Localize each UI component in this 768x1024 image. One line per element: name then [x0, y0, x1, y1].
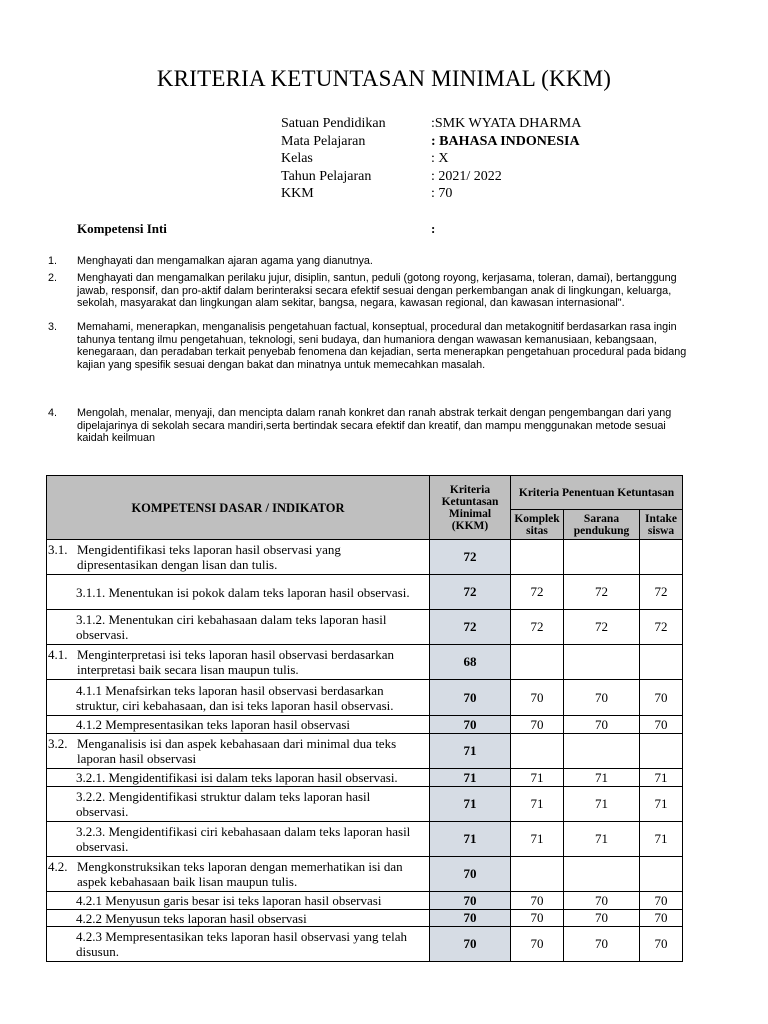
kd-code: 4.1.	[48, 647, 68, 662]
kompleksitas-value	[511, 734, 564, 769]
intake-value: 70	[640, 910, 683, 927]
table-row	[47, 575, 683, 610]
sarana-value: 71	[564, 787, 640, 822]
ki-number: 2.	[48, 272, 58, 284]
kd-cell	[47, 610, 430, 645]
kd-code: 3.1.	[48, 542, 68, 557]
page-title: KRITERIA KETUNTASAN MINIMAL (KKM)	[156, 66, 612, 91]
kkm-table	[46, 475, 683, 962]
kd-cell	[47, 540, 430, 575]
kompleksitas-value: 71	[511, 769, 564, 787]
info-label: Satuan Pendidikan	[281, 116, 386, 131]
intake-value: 71	[640, 787, 683, 822]
sarana-value	[564, 734, 640, 769]
ki-item-1	[48, 255, 688, 268]
intake-value	[640, 540, 683, 575]
info-row-kkm	[281, 185, 581, 203]
kompleksitas-value	[511, 540, 564, 575]
intake-value: 70	[640, 680, 683, 716]
intake-value	[640, 645, 683, 680]
ki-item-4	[48, 407, 688, 445]
intake-value: 70	[640, 892, 683, 910]
kd-text: Menginterpretasi isi teks laporan hasil observasi berdasarkan interpretasi baik secara lisan maupun tulis.	[77, 647, 394, 677]
header-kompleksitas: Komplek sitas	[511, 510, 564, 540]
ki-number: 4.	[48, 407, 58, 419]
sarana-value	[564, 857, 640, 892]
kd-text: 3.1.2. Menentukan ciri kebahasaan dalam teks laporan hasil observasi.	[76, 612, 387, 642]
table-row	[47, 787, 683, 822]
ki-text: Memahami, menerapkan, menganalisis pengetahuan factual, konseptual, procedural dan metakognitif berdasarkan rasa ingin tahunya tentang ilmu pengetahuan, teknologi, seni budaya, dan humaniora dengan wawasan kemanusiaan, kebangsaan, kenegaraan, dan peradaban terkait penyebab fenomena dan kejadian, serta menerapkan pengetahuan procedural pada bidang kajian yang spesifik sesuai dengan bakat dan minatnya untuk memecahkan masalah.	[77, 321, 687, 371]
kompleksitas-value: 71	[511, 822, 564, 857]
table-row	[47, 769, 683, 787]
ki-text: Mengolah, menalar, menyaji, dan mencipta dalam ranah konkret dan ranah abstrak terkait dengan pengembangan dari yang dipelajarinya di sekolah secara mandiri,serta bertindak secara efektif dan kreatif, dan mampu menggunakan metode sesuai kaidah keilmuan	[77, 407, 672, 445]
sarana-value: 72	[564, 575, 640, 610]
kd-text: 3.1.1. Menentukan isi pokok dalam teks laporan hasil observasi.	[76, 584, 410, 600]
ki-number: 3.	[48, 321, 58, 333]
intake-value: 72	[640, 575, 683, 610]
intake-value	[640, 734, 683, 769]
kd-cell	[47, 575, 430, 610]
kkm-value: 72	[430, 610, 511, 645]
table-row	[47, 680, 683, 716]
kompleksitas-value: 71	[511, 787, 564, 822]
kkm-value: 71	[430, 822, 511, 857]
table-row	[47, 610, 683, 645]
kd-text: 3.2.1. Mengidentifikasi isi dalam teks laporan hasil observasi.	[76, 770, 398, 785]
kd-cell	[47, 857, 430, 892]
ki-item-2	[48, 272, 688, 310]
kd-cell	[47, 927, 430, 962]
intake-value: 70	[640, 927, 683, 962]
table-row	[47, 927, 683, 962]
sarana-value	[564, 645, 640, 680]
sarana-value: 70	[564, 927, 640, 962]
ki-number: 1.	[48, 255, 58, 267]
sarana-value: 70	[564, 680, 640, 716]
kd-cell	[47, 910, 430, 927]
info-value: :SMK WYATA DHARMA	[431, 116, 582, 131]
kd-text: 4.2.2 Menyusun teks laporan hasil observasi	[76, 910, 307, 926]
table-row	[47, 540, 683, 575]
table-row	[47, 645, 683, 680]
header-kkm: Kriteria Ketuntasan Minimal (KKM)	[430, 476, 511, 540]
kkm-value: 70	[430, 680, 511, 716]
kompetensi-inti-colon: :	[431, 221, 436, 236]
kompleksitas-value: 70	[511, 927, 564, 962]
kompleksitas-value	[511, 857, 564, 892]
info-row-class	[281, 150, 581, 168]
table-row	[47, 822, 683, 857]
kkm-value: 71	[430, 787, 511, 822]
kd-text: Mengkonstruksikan teks laporan dengan memerhatikan isi dan aspek kebahasaan baik lisan maupun tulis.	[77, 859, 403, 889]
kd-text: 4.1.1 Menafsirkan teks laporan hasil observasi berdasarkan struktur, ciri kebahasaan, dan isi teks laporan hasil observasi.	[76, 682, 394, 713]
table-row	[47, 857, 683, 892]
kkm-value: 68	[430, 645, 511, 680]
ki-text: Menghayati dan mengamalkan ajaran agama yang dianutnya.	[77, 255, 373, 267]
sarana-value: 71	[564, 769, 640, 787]
info-label: Tahun Pelajaran	[281, 168, 372, 184]
kompleksitas-value: 70	[511, 892, 564, 910]
header-intake-siswa: Intake siswa	[640, 510, 683, 540]
kd-text: 4.2.1 Menyusun garis besar isi teks laporan hasil observasi	[76, 893, 382, 908]
intake-value	[640, 857, 683, 892]
kd-code: 4.2.	[48, 859, 68, 874]
kd-text: 4.1.2 Mempresentasikan teks laporan hasil observasi	[76, 717, 351, 732]
info-value: : 70	[431, 186, 453, 202]
info-row-school	[281, 115, 581, 133]
header-sarana-pendukung: Sarana pendukung	[564, 510, 640, 540]
table-row	[47, 734, 683, 769]
info-value: : BAHASA INDONESIA	[431, 133, 580, 149]
kd-cell	[47, 645, 430, 680]
ki-text: Menghayati dan mengamalkan perilaku jujur, disiplin, santun, peduli (gotong royong, kerjasama, toleran, damai), bertanggung jawab, responsif, dan pro-aktif dalam berinteraksi secara efektif sesuai dengan perkembangan anak di lingkungan, keluarga, sekolah, masyarakat dan lingkungan alam sekitar, bangsa, negara, kawasan regional, dan kawasan internasional".	[77, 272, 677, 310]
header-kriteria-penentuan: Kriteria Penentuan Ketuntasan	[511, 476, 683, 510]
kompetensi-inti-heading	[77, 221, 437, 237]
kkm-value: 70	[430, 716, 511, 734]
kompleksitas-value	[511, 645, 564, 680]
info-row-year	[281, 168, 581, 186]
kd-cell	[47, 822, 430, 857]
kkm-value: 70	[430, 857, 511, 892]
kd-cell	[47, 734, 430, 769]
info-row-subject	[281, 133, 581, 151]
sarana-value: 72	[564, 610, 640, 645]
kd-cell	[47, 680, 430, 716]
ki-item-3	[48, 321, 688, 371]
kd-code: 3.2.	[48, 736, 68, 751]
sarana-value: 71	[564, 822, 640, 857]
kompetensi-inti-title: Kompetensi Inti	[77, 221, 167, 236]
info-label: Mata Pelajaran	[281, 133, 366, 149]
kompleksitas-value: 72	[511, 575, 564, 610]
intake-value: 70	[640, 716, 683, 734]
kkm-value: 71	[430, 769, 511, 787]
sarana-value	[564, 540, 640, 575]
intake-value: 71	[640, 769, 683, 787]
header-kompetensi-dasar: KOMPETENSI DASAR / INDIKATOR	[47, 476, 430, 540]
kompleksitas-value: 70	[511, 910, 564, 927]
kd-text: 3.2.3. Mengidentifikasi ciri kebahasaan dalam teks laporan hasil observasi.	[76, 824, 411, 854]
sarana-value: 70	[564, 716, 640, 734]
kkm-value: 70	[430, 892, 511, 910]
kd-cell	[47, 769, 430, 787]
intake-value: 72	[640, 610, 683, 645]
kkm-value: 70	[430, 910, 511, 927]
table-row	[47, 716, 683, 734]
kd-cell	[47, 787, 430, 822]
kompleksitas-value: 72	[511, 610, 564, 645]
sarana-value: 70	[564, 910, 640, 927]
info-label: KKM	[281, 186, 314, 202]
table-row	[47, 892, 683, 910]
info-value: : X	[431, 151, 449, 167]
kkm-value: 72	[430, 540, 511, 575]
kkm-value: 72	[430, 575, 511, 610]
kkm-value: 71	[430, 734, 511, 769]
kd-text: 3.2.2. Mengidentifikasi struktur dalam teks laporan hasil observasi.	[76, 789, 371, 819]
kd-cell	[47, 892, 430, 910]
intake-value: 71	[640, 822, 683, 857]
info-value: : 2021/ 2022	[431, 168, 502, 184]
table-row	[47, 910, 683, 927]
kd-text: Mengidentifikasi teks laporan hasil observasi yang dipresentasikan dengan lisan dan tulis.	[77, 542, 341, 572]
kompleksitas-value: 70	[511, 716, 564, 734]
kkm-value: 70	[430, 927, 511, 962]
info-label: Kelas	[281, 151, 313, 167]
kd-cell	[47, 716, 430, 734]
kd-text: 4.2.3 Mempresentasikan teks laporan hasil observasi yang telah disusun.	[76, 929, 408, 959]
school-info	[281, 115, 581, 203]
kd-text: Menganalisis isi dan aspek kebahasaan dari minimal dua teks laporan hasil observasi	[77, 736, 397, 766]
sarana-value: 70	[564, 892, 640, 910]
kompleksitas-value: 70	[511, 680, 564, 716]
